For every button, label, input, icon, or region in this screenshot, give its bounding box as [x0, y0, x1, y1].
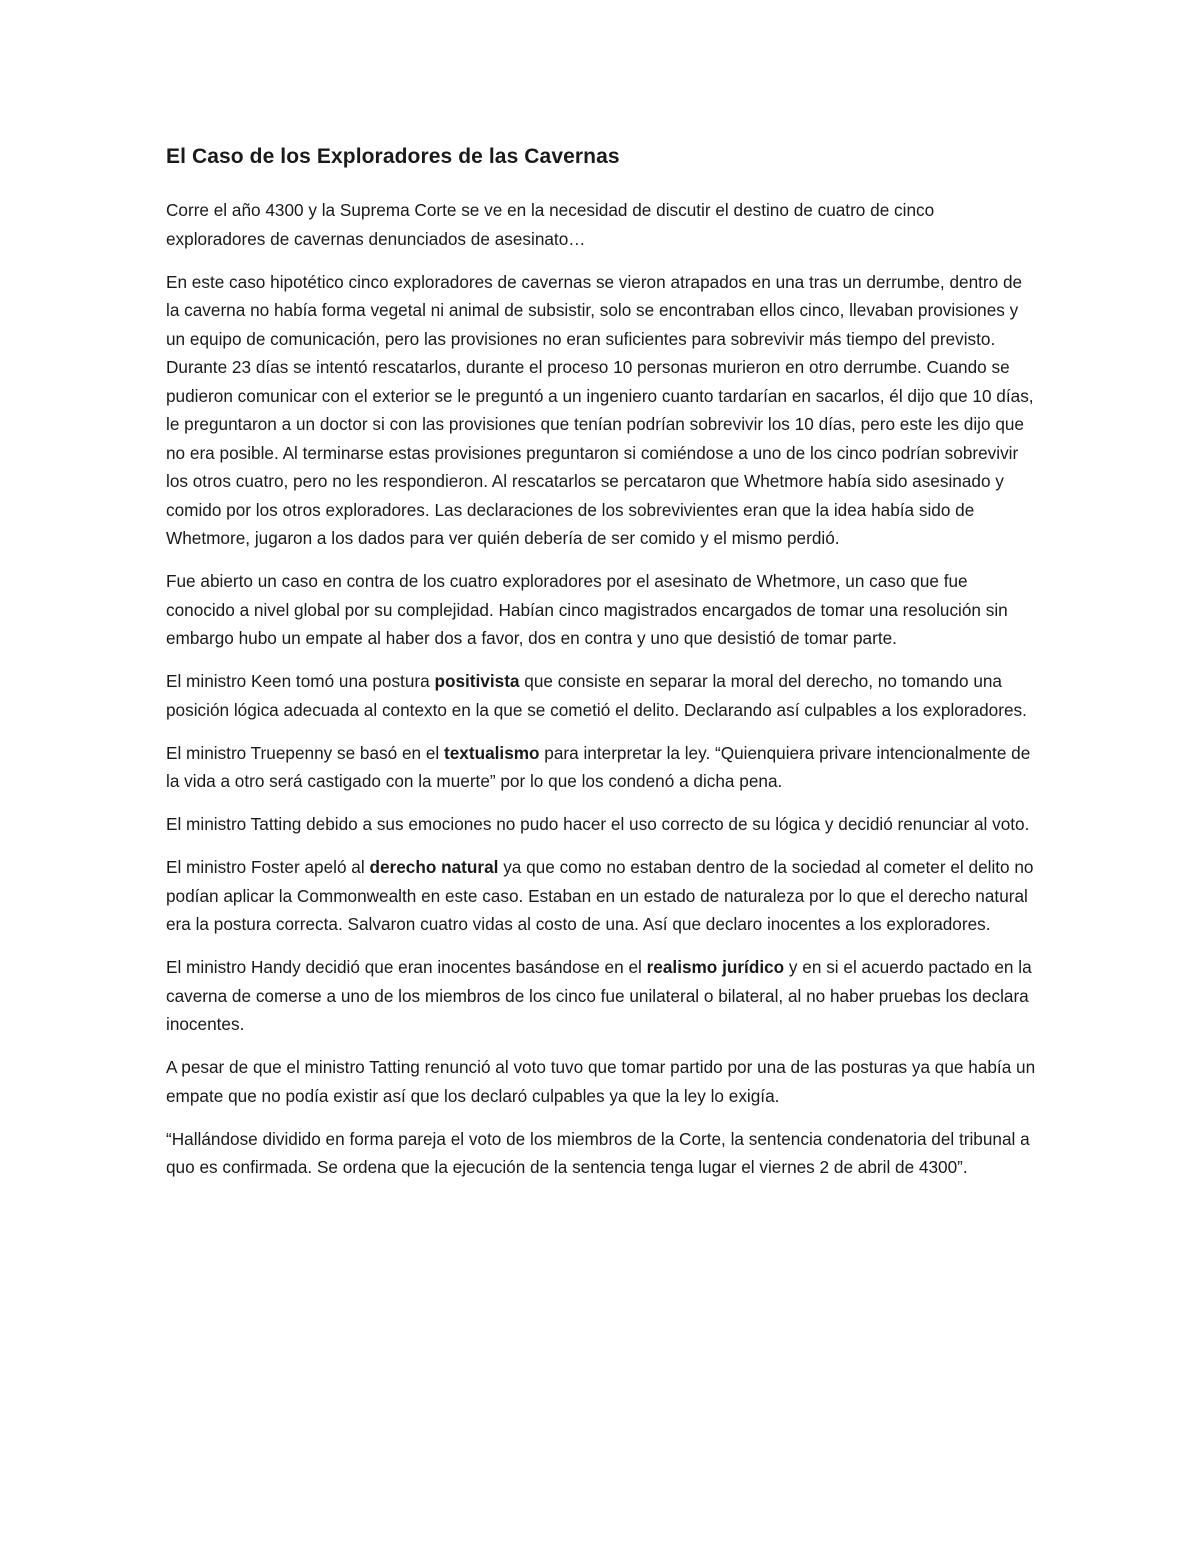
paragraph-trial: Fue abierto un caso en contra de los cuatro exploradores por el asesinato de Whetmore, un caso que fue conocido a nivel global por su complejidad. Habían cinco magistrados encargados de tomar una resolución sin embargo hubo un empate al haber dos a favor, dos en contra y uno que desistió de tomar parte. [166, 571, 1008, 648]
paragraph-intro: Corre el año 4300 y la Suprema Corte se ve en la necesidad de discutir el destino de cuatro de cinco exploradores de cavernas denunciados de asesinato… [166, 200, 935, 249]
foster-term-bold: derecho natural [369, 857, 499, 877]
handy-term-bold: realismo jurídico [646, 957, 785, 977]
paragraph-keen [166, 667, 1036, 724]
paragraph-foster [166, 853, 1036, 939]
paragraph-tatting-vote: A pesar de que el ministro Tatting renunció al voto tuvo que tomar partido por una de las posturas ya que había un empate que no podía existir así que los declaró culpables ya que la ley lo exigía. [166, 1057, 1036, 1106]
foster-text-before: El ministro Foster apeló al [166, 857, 370, 877]
truepenny-term-bold: textualismo [444, 742, 540, 763]
keen-text-before: El ministro Keen tomó una postura [166, 671, 435, 691]
keen-term-bold: positivista [434, 671, 520, 691]
truepenny-text-after: para interpretar la ley. “Quienquiera privare intencionalmente de la vida a otro será castigado con la muerte” por lo que los condenó a dicha pena. [166, 742, 1031, 791]
paragraph-case-summary: En este caso hipotético cinco exploradores de cavernas se vieron atrapados en una tras un derrumbe, dentro de la caverna no había forma vegetal ni animal de subsistir, solo se encontraban ellos cinco, llevaban provisiones y un equipo de comunicación, pero las provisiones no eran suficientes para sobrevivir más tiempo del previsto. Durante 23 días se intentó rescatarlos, durante el proceso 10 personas murieron en otro derrumbe. Cuando se pudieron comunicar con el exterior se le preguntó a un ingeniero cuanto tardarían en sacarlos, él dijo que 10 días, le preguntaron a un doctor si con las provisiones que tenían podrían sobrevivir los 10 días, pero este les dijo que no era posible. Al terminarse estas provisiones preguntaron si comiéndose a uno de los cinco podrían sobrevivir los otros cuatro, pero no les respondieron. Al rescatarlos se percataron que Whetmore había sido asesinado y comido por los otros exploradores. Las declaraciones de los sobrevivientes eran que la idea había sido de Whetmore, jugaron a los dados para ver quién debería de ser comido y el mismo perdió. [166, 271, 1034, 548]
document-title: El Caso de los Exploradores de las Cavernas [166, 145, 620, 168]
document-page [166, 140, 1036, 1196]
keen-text-after: que consiste en separar la moral del derecho, no tomando una posición lógica adecuada al contexto en la que se cometió el delito. Declarando así culpables a los exploradores. [166, 671, 1027, 720]
paragraph-truepenny [166, 739, 1036, 796]
paragraph-tatting: El ministro Tatting debido a sus emociones no pudo hacer el uso correcto de su lógica y decidió renunciar al voto. [166, 814, 1030, 834]
paragraph-sentence-quote: “Hallándose dividido en forma pareja el voto de los miembros de la Corte, la sentencia condenatoria del tribunal a quo es confirmada. Se ordena que la ejecución de la sentencia tenga lugar el viernes 2 de abril de 4300”. [166, 1128, 1030, 1177]
truepenny-text-before: El ministro Truepenny se basó en el [166, 742, 445, 763]
handy-text-before: El ministro Handy decidió que eran inocentes basándose en el [166, 957, 647, 977]
foster-text-after: ya que como no estaban dentro de la sociedad al cometer el delito no podían aplicar la Commonwealth en este caso. Estaban en un estado de naturaleza por lo que el derecho natural era la postura correcta. Salvaron cuatro vidas al costo de una. Así que declaro inocentes a los exploradores. [166, 857, 1034, 934]
handy-text-after: y en si el acuerdo pactado en la caverna de comerse a uno de los miembros de los cinco fue unilateral o bilateral, al no haber pruebas los declara inocentes. [166, 957, 1032, 1034]
paragraph-handy [166, 953, 1036, 1039]
